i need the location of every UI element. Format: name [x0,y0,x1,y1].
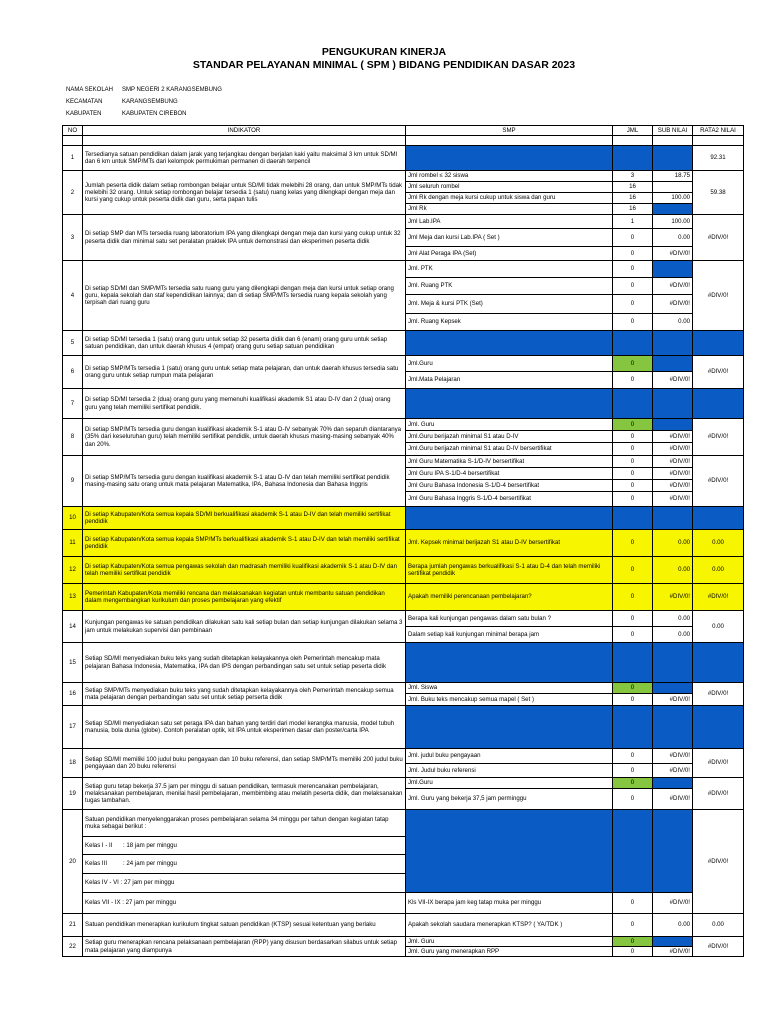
smp-item: Jml Rk [406,204,613,215]
indicator-text [83,810,406,914]
sub-nilai-value: 100.00 [653,193,693,204]
sub-nilai-value: #DIV/0! [653,789,693,810]
jml-value[interactable]: 0 [613,295,653,314]
sub-nilai-value: #DIV/0! [653,694,693,706]
row-number: 8 [63,419,83,456]
sub-nilai-value: #DIV/0! [653,947,693,957]
sub-nilai-value: 0.00 [653,229,693,247]
jml-value[interactable]: 0 [613,778,653,789]
table-row [63,611,744,627]
smp-item: Jml. Guru [406,419,613,431]
row20-intro: Satuan pendidikan menyelenggarakan proses pembelajaran selama 34 minggu per tahun dengan kegiatan tatap muka sebagai berikut : [85,815,389,830]
rata-nilai-value [693,331,744,356]
smp-item: Jml. judul buku pengayaan [406,749,613,764]
jml-value[interactable]: 0 [613,557,653,584]
info-value: SMP NEGERI 2 KARANGSEMBUNG [122,87,222,93]
row-number: 2 [63,171,83,215]
page-title: PENGUKURAN KINERJA [321,46,447,58]
indicator-text: Setiap SD/MI memiliki 100 judul buku pengayaan dan 10 buku referensi, dan setiap SMP/MTs memiliki 200 judul buku pengayaan dan 20 buku referensi [83,749,406,778]
table-header-row [63,126,744,136]
smp-item: Jml Guru Matematika S-1/D-IV bersertifikat [406,456,613,468]
header-jml: JML [613,126,653,136]
row-number: 15 [63,643,83,683]
rata-nilai-value [693,507,744,530]
table-row [63,146,744,171]
info-row-regency [66,108,222,120]
smp-item: Kls VII-IX berapa jam keg tatap muka per minggu [406,892,613,913]
table-row [63,456,744,468]
info-label: NAMA SEKOLAH [66,87,114,93]
sub-nilai-value: 0.00 [653,914,693,937]
sub-nilai-value: #DIV/0! [653,764,693,778]
jml-value[interactable]: 0 [613,247,653,261]
rata-nilai-value: #DIV/0! [693,356,744,389]
sub-nilai-value [653,706,693,749]
sub-nilai-value [653,937,693,947]
smp-item: Jml rombel ≤ 32 siswa [406,171,613,182]
header-sub-nilai: SUB NILAI [653,126,693,136]
row-number: 4 [63,261,83,331]
sub-nilai-value [653,389,693,419]
sub-nilai-value: #DIV/0! [653,295,693,314]
sub-nilai-value [653,778,693,789]
smp-item: Dalam setiap kali kunjungan minimal berapa jam [406,627,613,643]
row-number: 9 [63,456,83,507]
smp-item: Berapa jumlah pengawas berkualifikasi S-1 atau D-4 dan telah memiliki sertifikat pendidik [406,557,613,584]
indicator-text: Setiap SD/MI menyediakan buku teks yang sudah ditetapkan kelayakannya oleh Pemerintah mencakup mata pelajaran Bahasa Indonesia, Matematika, IPA dan IPS dengan perbandingan satu set untuk setiap peserta didik [83,643,406,683]
smp-item: Jml. Siswa [406,683,613,694]
smp-item: Jml Guru Bahasa Inggris S-1/D-4 bersertifikat [406,492,613,507]
row20-hours: : 24 jam per minggu [123,860,177,868]
sub-nilai-value: 0.00 [653,611,693,627]
sub-nilai-value: 100.00 [653,215,693,229]
indicator-text: Di setiap SD/MI tersedia 2 (dua) orang guru yang memenuhi kualifikasi akademik S1 atau D-IV dan 2 (dua) orang guru yang telah memiliki sertifikat pendidik. [83,389,406,419]
indicator-text: Kunjungan pengawas ke satuan pendidikan dilakukan satu kali setiap bulan dan setiap kunjungan dilakukan selama 3 jam untuk melakukan supervisi dan pembinaan [83,611,406,643]
table-row [63,356,744,372]
row20-class: Kelas VII - IX : 27 jam per minggu [85,899,177,907]
jml-value[interactable]: 0 [613,627,653,643]
indicator-text: Tersedianya satuan pendidikan dalam jarak yang terjangkau dengan berjalan kaki yaitu maksimal 3 km untuk SD/MI dan 6 km untuk SMP/MTs dari kelompok permukiman permanen di daerah terpencil [83,146,406,171]
table-row [63,706,744,749]
smp-item: Jml. Meja & kursi PTK (Set) [406,295,613,314]
row-number: 19 [63,778,83,810]
row-number: 1 [63,146,83,171]
info-row-school [66,84,222,96]
table-row [63,331,744,356]
indicator-text: Pemerintah Kabupaten/Kota memiliki rencana dan melaksanakan kegiatan untuk membantu satuan pendidikan dalam mengembangkan kurikulum dan proses pembelajaran yang efektif [83,584,406,611]
jml-value[interactable]: 0 [613,530,653,557]
smp-item: Jml. Ruang PTK [406,278,613,295]
jml-value[interactable]: 0 [613,789,653,810]
jml-value[interactable]: 3 [613,171,653,182]
table-row [63,810,744,893]
sub-nilai-value [653,810,693,893]
jml-value[interactable]: 0 [613,456,653,468]
row20-class: Kelas I - II [85,841,113,849]
sub-nilai-value: 0.00 [653,314,693,331]
sub-nilai-value: #DIV/0! [653,372,693,389]
table-row [63,683,744,694]
sub-nilai-value [653,204,693,215]
sub-nilai-value: 0.00 [653,557,693,584]
rata-nilai-value: #DIV/0! [693,456,744,507]
rata-nilai-value: 0.00 [693,530,744,557]
info-value: KARANGSEMBUNG [122,99,178,105]
smp-item: Jml.Guru [406,356,613,372]
table-row [63,557,744,584]
sub-nilai-value: #DIV/0! [653,892,693,913]
indicator-text: Jumlah peserta didik dalam setiap rombongan belajar untuk SD/MI tidak melebihi 28 orang, dan untuk SMP/MTs tidak melebihi 32 orang. Untuk setiap rombongan belajar tersedia 1 (satu) ruang kelas yang dilengkapi dengan meja dan kursi yang cukup untuk peserta didik dan guru, serta papan tulis [83,171,406,215]
row-number: 7 [63,389,83,419]
rata-nilai-value [693,706,744,749]
row-number: 6 [63,356,83,389]
jml-value[interactable]: 0 [613,492,653,507]
smp-item [406,810,613,893]
sub-nilai-value: #DIV/0! [653,247,693,261]
smp-item: Jml Guru IPA S-1/D-4 bersertifikat [406,468,613,480]
jml-value[interactable]: 0 [613,356,653,372]
row20-hours: : 18 jam per minggu [123,841,177,849]
table-spacer-row [63,136,744,146]
jml-value[interactable] [613,706,653,749]
sub-nilai-value: #DIV/0! [653,468,693,480]
smp-item: Apakah sekolah saudara menerapkan KTSP? ( YA/TDK ) [406,914,613,937]
rata-nilai-value: #DIV/0! [693,261,744,331]
table-row [63,749,744,764]
indicator-text: Setiap guru tetap bekerja 37.5 jam per minggu di satuan pendidikan, termasuk merencanakan pembelajaran, melaksanakan pembelajaran, menilai hasil pembelajaran, membimbing atau melatih peserta didik, dan melaksanakan tugas tambahan. [83,778,406,810]
smp-item [406,706,613,749]
sub-nilai-value [653,331,693,356]
smp-item [406,643,613,683]
jml-value[interactable]: 0 [613,443,653,456]
jml-value[interactable]: 0 [613,749,653,764]
sub-nilai-value: 0.00 [653,530,693,557]
row-number: 16 [63,683,83,706]
table-row [63,171,744,182]
table-row [63,261,744,278]
jml-value[interactable]: 0 [613,764,653,778]
jml-value[interactable] [613,507,653,530]
smp-item: Jml. Kepsek minimal berijazah S1 atau D-IV bersertifikat [406,530,613,557]
school-info [66,84,222,120]
jml-value[interactable]: 0 [613,683,653,694]
table-row [63,937,744,947]
smp-item: Jml.Guru [406,778,613,789]
table-row [63,215,744,229]
header-indikator: INDIKATOR [83,126,406,136]
rata-nilai-value: #DIV/0! [693,215,744,261]
jml-value[interactable] [613,331,653,356]
smp-item: Jml.Guru berijazah minimal S1 atau D-IV bersertifikat [406,443,613,456]
smp-item: Jml. Guru yang menerapkan RPP [406,947,613,957]
sub-nilai-value: #DIV/0! [653,443,693,456]
indicator-text: Di setiap SMP dan MTs tersedia ruang laboratorium IPA yang dilengkapi dengan meja dan kursi yang cukup untuk 32 peserta didik dan minimal satu set peralatan praktek IPA untuk demonstrasi dan eksperimen peserta didik [83,215,406,261]
sub-nilai-value [653,643,693,683]
jml-value[interactable]: 0 [613,229,653,247]
indicator-text: Di setiap Kabupaten/Kota semua kepala SMP/MTs berkualifikasi akademik S-1 atau D-IV dan telah memiliki sertifikat pendidik [83,530,406,557]
smp-item [406,146,613,171]
spm-table [62,125,744,957]
indicator-text: Satuan pendidikan menerapkan kurikulum tingkat satuan pendidikan (KTSP) sesuai ketentuan yang berlaku [83,914,406,937]
row20-class: Kelas IV - VI : 27 jam per minggu [85,879,175,887]
table-row [63,584,744,611]
indicator-text: Di setiap SMP/MTs tersedia 1 (satu) orang guru untuk setiap mata pelajaran, dan untuk daerah khusus tersedia satu orang guru untuk setiap rumpun mata pelajaran [83,356,406,389]
indicator-text: Di setiap Kabupaten/Kota semua pengawas sekolah dan madrasah memiliki kualifikasi akademik S-1 atau D-IV dan telah memiliki sertifikat pendidik [83,557,406,584]
indicator-text: Di setiap SMP/MTs tersedia guru dengan kualifikasi akademik S-1 atau D-IV dan telah memiliki sertifikat pendidik masing-masing satu orang untuk mata pelajaran Matematika, IPA, Bahasa Indonesia dan Bahasa Inggris [83,456,406,507]
rata-nilai-value: #DIV/0! [693,749,744,778]
rata-nilai-value: 0.00 [693,557,744,584]
smp-item [406,331,613,356]
indicator-text: Setiap SMP/MTs menyediakan buku teks yang sudah ditetapkan kelayakannya oleh Pemerintah mencakup semua mata pelajaran dengan perbandingan satu set untuk setiap perserta didik [83,683,406,706]
smp-item: Jml Guru Bahasa Indonesia S-1/D-4 bersertifikat [406,480,613,492]
header-rata-nilai: RATA2 NILAI [693,126,744,136]
smp-item: Jml. PTK [406,261,613,278]
row20-class: Kelas III [85,860,108,868]
info-row-district [66,96,222,108]
smp-item: Jml. Ruang Kepsek [406,314,613,331]
rata-nilai-value: 92.31 [693,146,744,171]
row-number: 3 [63,215,83,261]
sub-nilai-value [653,146,693,171]
sub-nilai-value: #DIV/0! [653,431,693,443]
jml-value[interactable]: 0 [613,914,653,937]
rata-nilai-value: #DIV/0! [693,810,744,914]
row-number: 21 [63,914,83,937]
smp-item: Jml. Guru [406,937,613,947]
sub-nilai-value [653,261,693,278]
sub-nilai-value: #DIV/0! [653,584,693,611]
smp-item: Jml seluruh rombel [406,182,613,193]
sub-nilai-value: 18.75 [653,171,693,182]
row-number: 22 [63,937,83,957]
sub-nilai-value [653,507,693,530]
rata-nilai-value: 0.00 [693,914,744,937]
table-row [63,914,744,937]
rata-nilai-value: #DIV/0! [693,778,744,810]
table-row [63,778,744,789]
smp-item [406,389,613,419]
jml-value[interactable]: 0 [613,694,653,706]
row-number: 20 [63,810,83,914]
smp-item: Apakah memiliki perencanaan pembelajaran? [406,584,613,611]
rata-nilai-value: #DIV/0! [693,937,744,957]
jml-value[interactable]: 0 [613,611,653,627]
row-number: 17 [63,706,83,749]
table-row [63,530,744,557]
info-value: KABUPATEN CIREBON [122,111,187,117]
rata-nilai-value: #DIV/0! [693,584,744,611]
info-label: KABUPATEN [66,111,102,117]
smp-item: Jml Meja dan kursi Lab.IPA ( Set ) [406,229,613,247]
jml-value[interactable] [613,146,653,171]
jml-value[interactable]: 0 [613,468,653,480]
rata-nilai-value [693,389,744,419]
smp-item: Jml. Judul buku referensi [406,764,613,778]
jml-value[interactable]: 0 [613,947,653,957]
jml-value[interactable]: 0 [613,419,653,431]
smp-item: Jml.Mata Pelajaran [406,372,613,389]
smp-item: Jml Rk dengan meja kursi cukup untuk siswa dan guru [406,193,613,204]
smp-item: Jml Lab.IPA [406,215,613,229]
rata-nilai-value: #DIV/0! [693,683,744,706]
header-smp: SMP [406,126,613,136]
smp-item: Jml. Guru yang bekerja 37,5 jam perminggu [406,789,613,810]
jml-value[interactable]: 0 [613,480,653,492]
jml-value[interactable]: 0 [613,278,653,295]
indicator-text: Setiap guru menerapkan rencana pelaksanaan pembelajaran (RPP) yang disusun berdasarkan silabus untuk setiap mata pelajaran yang diampunya [83,937,406,957]
table-row [63,419,744,431]
jml-value[interactable]: 0 [613,314,653,331]
sub-nilai-value [653,683,693,694]
smp-item: Jml Alat Peraga IPA (Set) [406,247,613,261]
sub-nilai-value [653,419,693,431]
jml-value[interactable] [613,643,653,683]
jml-value[interactable] [613,389,653,419]
sub-nilai-value: #DIV/0! [653,480,693,492]
sub-nilai-value: #DIV/0! [653,492,693,507]
jml-value[interactable]: 16 [613,182,653,193]
row-number: 11 [63,530,83,557]
sub-nilai-value: #DIV/0! [653,456,693,468]
sub-nilai-value [653,356,693,372]
rata-nilai-value: 0.00 [693,611,744,643]
jml-value[interactable]: 0 [613,584,653,611]
table-row [63,643,744,683]
jml-value[interactable]: 0 [613,937,653,947]
info-label: KECAMATAN [66,99,103,105]
indicator-text: Di setiap SD/MI dan SMP/MTs tersedia satu ruang guru yang dilengkapi dengan meja dan kursi untuk setiap orang guru, kepala sekolah dan staf kependidikan lainnya; dan di setiap SMP/MTs tersedia ruang kepala sekolah yang terpisah dari ruang guru [83,261,406,331]
indicator-text: Di setiap SD/MI tersedia 1 (satu) orang guru untuk setiap 32 peserta didik dan 6 (enam) orang guru untuk setiap satuan pendidikan, dan untuk daerah khusus 4 (empat) orang guru setiap satuan pendidikan [83,331,406,356]
jml-value[interactable]: 16 [613,193,653,204]
indicator-text: Di setiap SMP/MTs tersedia guru dengan kualifikasi akademik S-1 atau D-IV sebanyak 70% dan separuh diantaranya (35% dari keseluruhan guru) telah memiliki sertifikat pendidik, untuk daerah khusus masing-masing sebanyak 40% dan 20%. [83,419,406,456]
table-row [63,507,744,530]
table-row [63,389,744,419]
smp-item: Jml.Guru berijazah minimal S1 atau D-IV [406,431,613,443]
table-body [63,146,744,957]
jml-value[interactable]: 16 [613,204,653,215]
jml-value[interactable]: 0 [613,892,653,913]
jml-value[interactable]: 0 [613,261,653,278]
smp-item: Jml. Buku teks mencakup semua mapel ( Set ) [406,694,613,706]
page-subtitle: STANDAR PELAYANAN MINIMAL ( SPM ) BIDANG PENDIDIKAN DASAR 2023 [192,59,576,71]
row-number: 13 [63,584,83,611]
jml-value[interactable] [613,810,653,893]
rata-nilai-value: #DIV/0! [693,419,744,456]
smp-item [406,507,613,530]
indicator-text: Setiap SD/MI menyediakan satu set peraga IPA dan bahan yang terdiri dari model kerangka manusia, model tubuh manusia, bola dunia (globe). Contoh peralatan optik, kit IPA untuk eksperimen dasar dan poster/carta IPA [83,706,406,749]
jml-value[interactable]: 1 [613,215,653,229]
row-number: 10 [63,507,83,530]
indicator-text: Di setiap Kabupaten/Kota semua kepala SD/MI berkualifikasi akademik S-1 atau D-IV dan telah memiliki sertifikat pendidik [83,507,406,530]
header-no: NO [63,126,83,136]
row-number: 5 [63,331,83,356]
row-number: 12 [63,557,83,584]
row-number: 18 [63,749,83,778]
smp-item: Berapa kali kunjungan pengawas dalam satu bulan ? [406,611,613,627]
sub-nilai-value: #DIV/0! [653,749,693,764]
sub-nilai-value: #DIV/0! [653,278,693,295]
row-number: 14 [63,611,83,643]
rata-nilai-value [693,643,744,683]
jml-value[interactable]: 0 [613,372,653,389]
sub-nilai-value [653,182,693,193]
jml-value[interactable]: 0 [613,431,653,443]
sub-nilai-value: 0.00 [653,627,693,643]
rata-nilai-value: 59.38 [693,171,744,215]
